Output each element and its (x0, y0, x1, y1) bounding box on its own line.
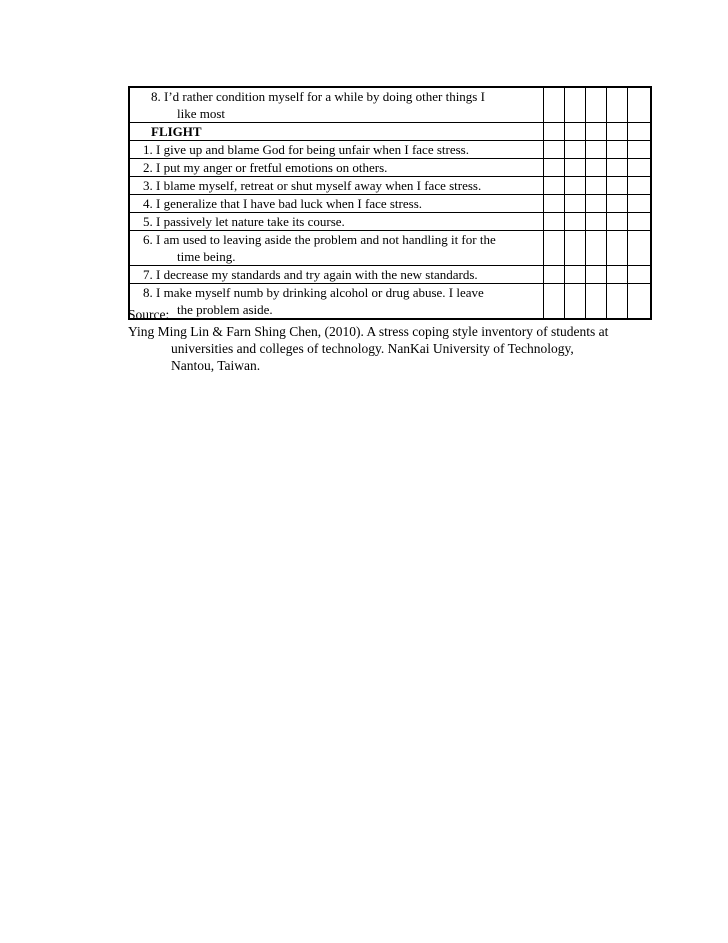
table-row (129, 231, 651, 266)
rating-cell[interactable] (627, 266, 651, 284)
rating-cell[interactable] (606, 141, 627, 159)
rating-cell[interactable] (585, 177, 606, 195)
rating-cell[interactable] (585, 159, 606, 177)
table-row (129, 266, 651, 284)
rating-cell[interactable] (606, 123, 627, 141)
rating-cell[interactable] (585, 195, 606, 213)
item-text: 8. I make myself numb by drinking alcohol or drug abuse. I leave (143, 285, 484, 300)
item-text-cell (129, 141, 543, 159)
rating-cell[interactable] (543, 159, 564, 177)
rating-cell[interactable] (564, 87, 585, 123)
table-row (129, 87, 651, 123)
item-text-continuation: time being. (177, 249, 236, 264)
item-text-cell (129, 177, 543, 195)
citation-line-3: Nantou, Taiwan. (171, 358, 261, 373)
rating-cell[interactable] (564, 159, 585, 177)
item-text-cell (129, 231, 543, 266)
table-row (129, 141, 651, 159)
rating-cell[interactable] (585, 213, 606, 231)
table-row (129, 159, 651, 177)
rating-cell[interactable] (585, 141, 606, 159)
item-text: 2. I put my anger or fretful emotions on others. (143, 160, 388, 175)
rating-cell[interactable] (564, 231, 585, 266)
rating-cell[interactable] (564, 195, 585, 213)
rating-cell[interactable] (627, 159, 651, 177)
rating-cell[interactable] (627, 177, 651, 195)
source-section (128, 306, 648, 374)
item-text-cell (129, 213, 543, 231)
rating-cell[interactable] (606, 159, 627, 177)
rating-cell[interactable] (543, 87, 564, 123)
rating-cell[interactable] (543, 123, 564, 141)
item-text-continuation: the problem aside. (177, 302, 273, 317)
item-text-cell (129, 266, 543, 284)
rating-cell[interactable] (543, 141, 564, 159)
rating-cell[interactable] (585, 87, 606, 123)
rating-cell[interactable] (606, 195, 627, 213)
rating-cell[interactable] (543, 195, 564, 213)
source-label: Source: (128, 307, 170, 322)
rating-cell[interactable] (627, 195, 651, 213)
rating-cell[interactable] (564, 123, 585, 141)
section-heading: FLIGHT (151, 124, 202, 139)
item-text: 4. I generalize that I have bad luck when I face stress. (143, 196, 423, 211)
rating-cell[interactable] (606, 266, 627, 284)
stress-coping-inventory-table (128, 86, 652, 320)
item-text-continuation: like most (177, 106, 226, 121)
section-heading-row (129, 123, 651, 141)
item-text: 6. I am used to leaving aside the problem and not handling it for the (143, 232, 496, 247)
rating-cell[interactable] (564, 141, 585, 159)
item-text: 1. I give up and blame God for being unfair when I face stress. (143, 142, 469, 157)
item-text-cell (129, 159, 543, 177)
item-text: 8. I’d rather condition myself for a while by doing other things I (151, 89, 485, 104)
rating-cell[interactable] (606, 231, 627, 266)
item-text: 7. I decrease my standards and try again with the new standards. (143, 267, 478, 282)
rating-cell[interactable] (564, 213, 585, 231)
rating-cell[interactable] (585, 123, 606, 141)
rating-cell[interactable] (585, 231, 606, 266)
citation-line-1: Ying Ming Lin & Farn Shing Chen, (2010). A stress coping style inventory of students at (128, 324, 609, 339)
rating-cell[interactable] (564, 266, 585, 284)
rating-cell[interactable] (627, 87, 651, 123)
rating-cell[interactable] (543, 213, 564, 231)
rating-cell[interactable] (543, 266, 564, 284)
rating-cell[interactable] (606, 177, 627, 195)
item-text-cell (129, 195, 543, 213)
rating-cell[interactable] (606, 87, 627, 123)
item-text-cell (129, 123, 543, 141)
rating-cell[interactable] (606, 213, 627, 231)
rating-cell[interactable] (627, 213, 651, 231)
rating-cell[interactable] (564, 177, 585, 195)
table-row (129, 177, 651, 195)
table-row (129, 213, 651, 231)
rating-cell[interactable] (543, 177, 564, 195)
table-row (129, 195, 651, 213)
rating-cell[interactable] (627, 231, 651, 266)
rating-cell[interactable] (627, 141, 651, 159)
citation-line-2: universities and colleges of technology. NanKai University of Technology, (171, 341, 574, 356)
rating-cell[interactable] (543, 231, 564, 266)
item-text: 5. I passively let nature take its course. (143, 214, 345, 229)
rating-cell[interactable] (585, 266, 606, 284)
rating-cell[interactable] (627, 123, 651, 141)
item-text-cell (129, 87, 543, 123)
item-text: 3. I blame myself, retreat or shut myself away when I face stress. (143, 178, 482, 193)
